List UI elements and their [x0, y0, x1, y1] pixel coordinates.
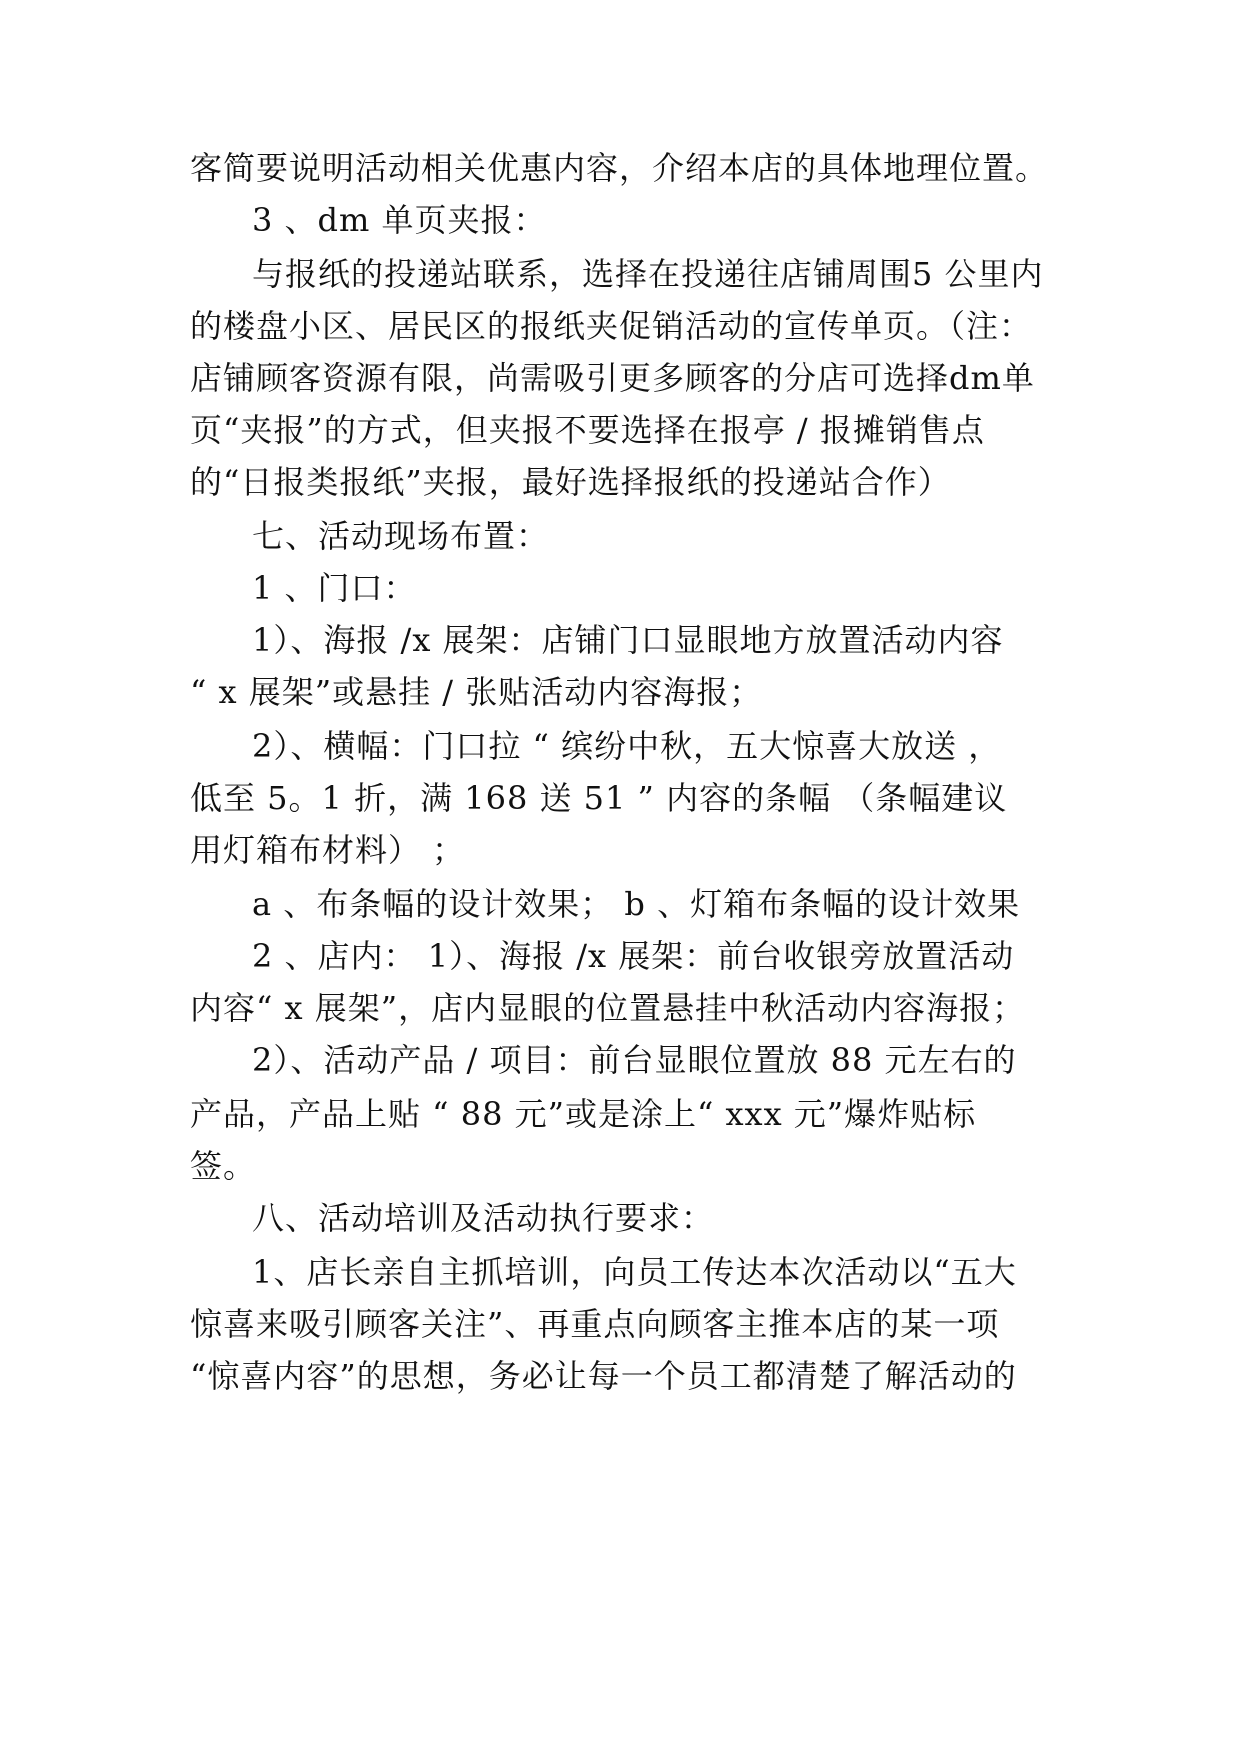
text-line: a 、布条幅的设计效果； b 、灯箱布条幅的设计效果 [252, 885, 1021, 923]
text-line: 店铺顾客资源有限，尚需吸引更多顾客的分店可选择dm单 [190, 359, 1035, 397]
text-line: 2）、横幅：门口拉 “ 缤纷中秋，五大惊喜大放送 ， [252, 727, 1002, 765]
text-line: “ x 展架”或悬挂 / 张贴活动内容海报； [190, 673, 763, 711]
text-line: 与报纸的投递站联系，选择在投递往店铺周围5 公里内 [252, 255, 1044, 293]
text-line: 惊喜来吸引顾客关注”、再重点向顾客主推本店的某一项 [190, 1305, 1000, 1343]
text-line: 用灯箱布材料） ； [190, 831, 466, 869]
text-line: “惊喜内容”的思想，务必让每一个员工都清楚了解活动的 [190, 1357, 1017, 1395]
text-line: 2）、活动产品 / 项目：前台显眼位置放 88 元左右的 [252, 1041, 1017, 1079]
text-line: 客简要说明活动相关优惠内容，介绍本店的具体地理位置。 [190, 149, 1049, 187]
section-heading: 七、活动现场布置： [252, 517, 550, 555]
text-line: 1 、门口： [252, 569, 417, 607]
section-heading: 八、活动培训及活动执行要求： [252, 1199, 715, 1237]
text-line: 产品，产品上贴 “ 88 元”或是涂上“ xxx 元”爆炸贴标 [190, 1095, 977, 1133]
text-line: 低至 5。1 折，满 168 送 51 ” 内容的条幅 （条幅建议 [190, 779, 1008, 817]
text-line: 签。 [190, 1147, 257, 1185]
text-line: 1）、海报 /x 展架：店铺门口显眼地方放置活动内容 [252, 621, 1004, 659]
text-line: 页“夹报”的方式，但夹报不要选择在报亭 / 报摊销售点 [190, 411, 985, 449]
text-line: 的“日报类报纸”夹报，最好选择报纸的投递站合作） [190, 463, 951, 501]
text-line: 的楼盘小区、居民区的报纸夹促销活动的宣传单页。（注： [190, 307, 1033, 345]
text-line: 3 、dm 单页夹报： [252, 201, 547, 239]
text-line: 1、店长亲自主抓培训，向员工传达本次活动以“五大 [252, 1253, 1017, 1291]
text-line: 内容“ x 展架”，店内显眼的位置悬挂中秋活动内容海报； [190, 989, 1026, 1027]
text-line: 2 、店内： 1）、海报 /x 展架：前台收银旁放置活动 [252, 937, 1015, 975]
